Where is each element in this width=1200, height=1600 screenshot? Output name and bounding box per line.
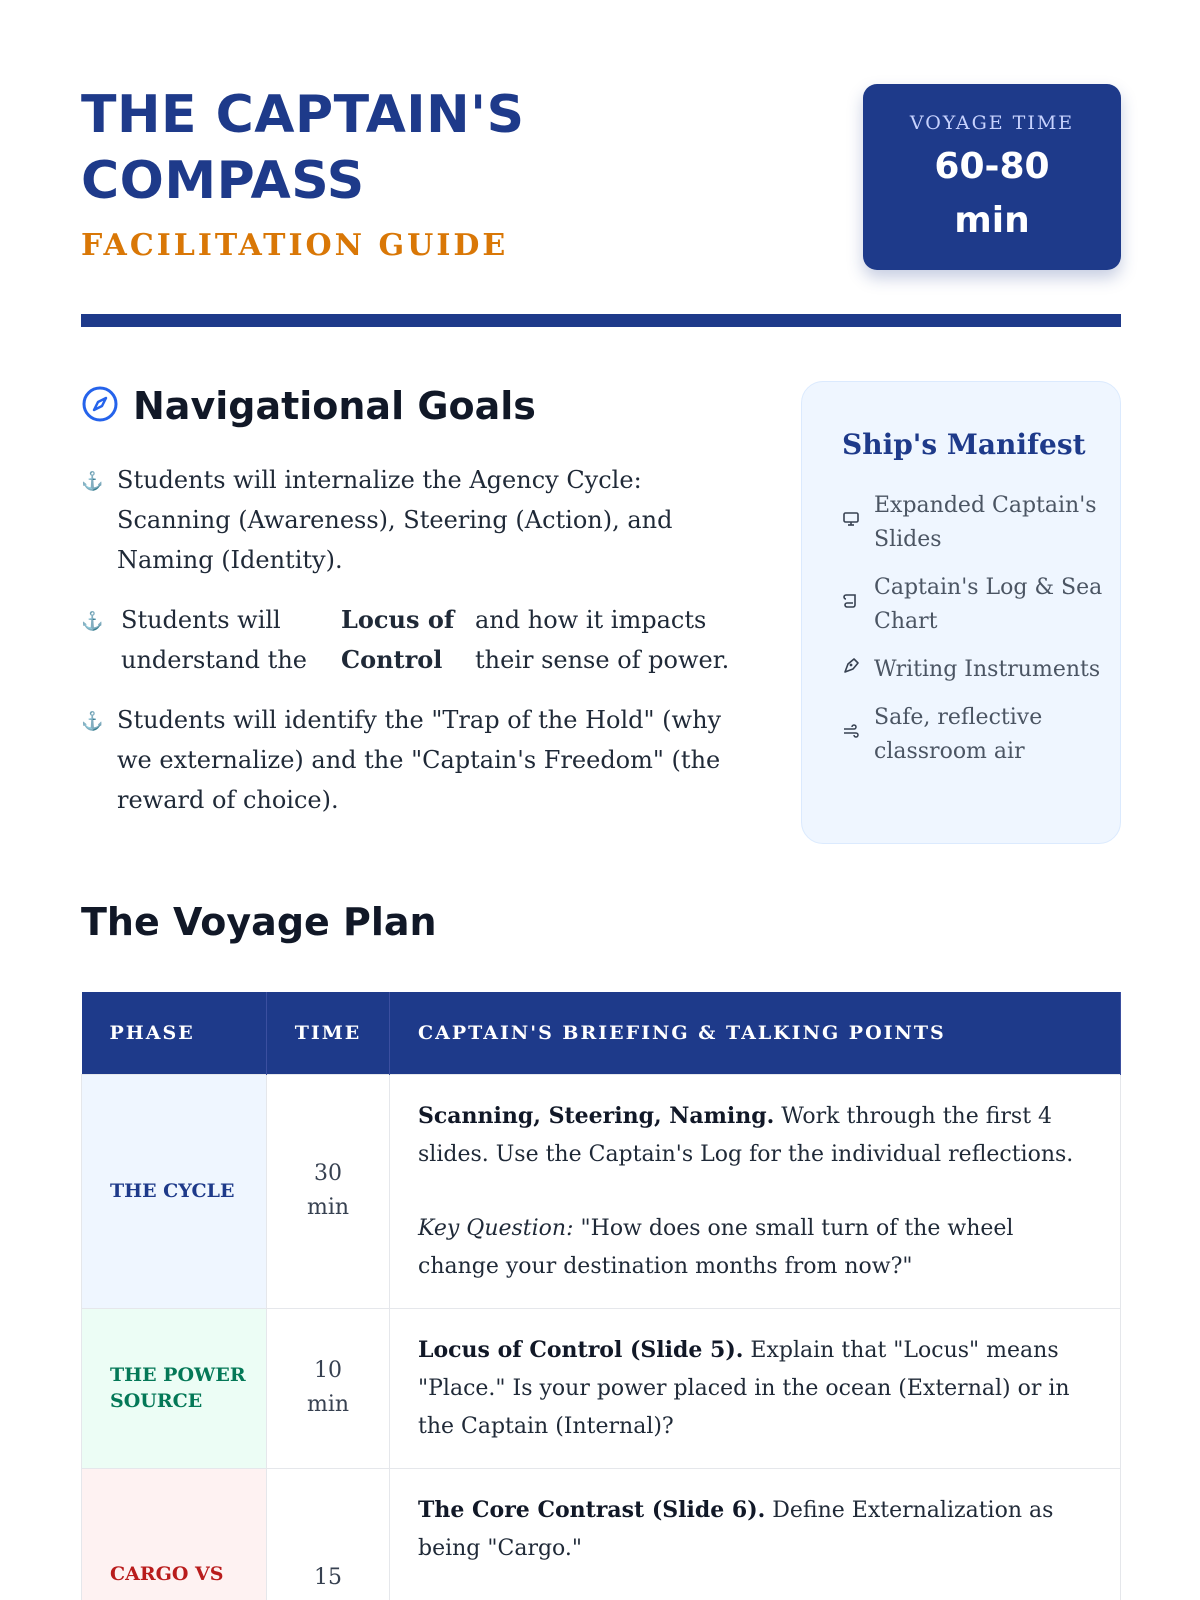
voyage-time-range: 60-80 [934, 146, 1050, 187]
goal-text: Students will internalize the Agency Cycle: Scanning (Awareness), Steering (Action), and Naming (Identity). [117, 466, 673, 574]
goal-text-bold: Locus of Control [341, 605, 455, 674]
page-title [81, 82, 525, 214]
phase-cell: THE CYCLE [82, 1074, 267, 1308]
compass-icon [81, 385, 119, 427]
time-value: 10 [314, 1358, 342, 1383]
voyage-time-unit: min [954, 200, 1030, 241]
goal-text-post: and how it impacts their sense of power. [475, 606, 730, 674]
header-divider [81, 314, 1121, 327]
voyage-time-badge [863, 84, 1121, 270]
goal-item [81, 460, 741, 580]
table-row [82, 1468, 1121, 1600]
manifest-item-label: Expanded Captain's Slides [874, 493, 1097, 552]
table-row [82, 1308, 1121, 1468]
manifest-item [842, 653, 1120, 687]
manifest-heading: Ship's Manifest [842, 428, 1086, 461]
briefing-bold: The Core Contrast (Slide 6). [418, 1496, 766, 1523]
pen-icon [842, 653, 874, 687]
table-header-row [82, 992, 1121, 1074]
wind-icon [842, 718, 874, 752]
goal-item [81, 600, 741, 680]
column-header-briefing: CAPTAIN'S BRIEFING & TALKING POINTS [390, 992, 1121, 1074]
manifest-item [842, 701, 1120, 769]
briefing-body: Explain that "Locus" means "Place." Is your power placed in the ocean (External) or in the Captain (Internal)? [418, 1337, 1070, 1439]
key-question-text: "How does one small turn of the wheel change your destination months from now?" [418, 1215, 1014, 1279]
goal-text: Students will identify the "Trap of the Hold" (why we externalize) and the "Captain's Freedom" (the reward of choice). [117, 706, 722, 814]
voyage-plan-table [81, 992, 1121, 1600]
key-question [418, 1210, 1092, 1286]
goals-heading-row [81, 384, 536, 428]
goals-list [81, 460, 741, 840]
manifest-item [842, 489, 1120, 557]
table-row [82, 1074, 1121, 1308]
goal-item [81, 700, 741, 820]
time-unit: min [306, 1195, 350, 1220]
title-line-2: COMPASS [81, 151, 365, 211]
anchor-icon: ⚓ [81, 711, 104, 732]
time-cell [267, 1074, 390, 1308]
facilitation-guide-page [81, 0, 1121, 1600]
time-unit: min [306, 1392, 350, 1417]
goals-heading: Navigational Goals [133, 384, 536, 428]
briefing-bold: Locus of Control (Slide 5). [418, 1336, 744, 1363]
title-line-1: THE CAPTAIN'S [81, 85, 525, 145]
phase-cell: THE POWER SOURCE [82, 1308, 267, 1468]
scroll-icon [842, 588, 874, 622]
time-cell [267, 1468, 390, 1600]
phase-cell: CARGO VS [82, 1468, 267, 1600]
goal-text [117, 600, 741, 680]
briefing-text [418, 1097, 1092, 1174]
briefing-cell [390, 1074, 1121, 1308]
voyage-time-value [863, 140, 1121, 248]
voyage-time-label: VOYAGE TIME [909, 112, 1075, 134]
manifest-item-label: Safe, reflective classroom air [874, 705, 1043, 764]
ships-manifest-panel [801, 381, 1121, 844]
page-subtitle: FACILITATION GUIDE [81, 228, 509, 263]
briefing-body: Define Externalization as being "Cargo." [418, 1497, 1054, 1561]
key-question-label: Key Question: [418, 1215, 574, 1241]
anchor-icon: ⚓ [81, 471, 104, 492]
time-value: 30 [314, 1161, 342, 1186]
time-cell [267, 1308, 390, 1468]
goal-text-pre: Students will understand the [121, 606, 307, 674]
manifest-item-label: Writing Instruments [874, 657, 1101, 682]
briefing-body: Work through the first 4 slides. Use the Captain's Log for the individual reflections. [418, 1103, 1074, 1167]
time-value: 15 [314, 1564, 342, 1590]
manifest-item [842, 571, 1120, 639]
anchor-icon: ⚓ [81, 611, 104, 632]
manifest-item-label: Captain's Log & Sea Chart [874, 575, 1103, 634]
voyage-plan-heading: The Voyage Plan [81, 900, 437, 944]
column-header-time: TIME [267, 992, 390, 1074]
briefing-bold: Scanning, Steering, Naming. [418, 1102, 775, 1129]
briefing-cell [390, 1308, 1121, 1468]
column-header-phase: PHASE [82, 992, 267, 1074]
briefing-cell [390, 1468, 1121, 1600]
monitor-icon [842, 506, 874, 540]
